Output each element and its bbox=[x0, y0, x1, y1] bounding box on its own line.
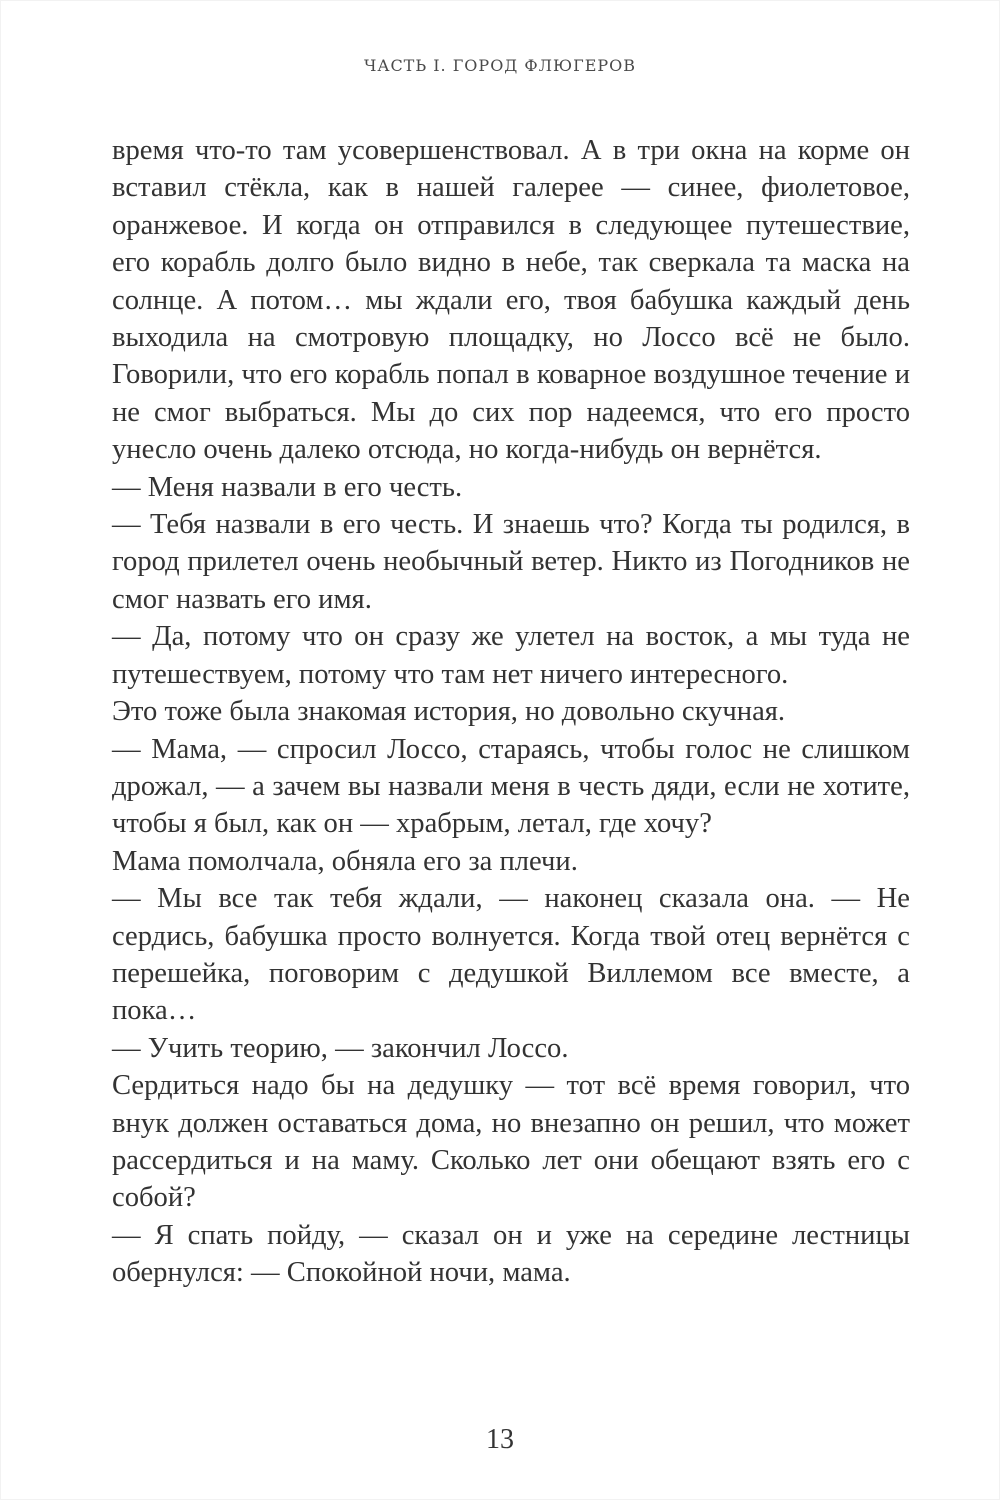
paragraph: — Да, потому что он сразу же улетел на восток, а мы туда не путешествуем, потому что там нет ничего интересного. bbox=[112, 621, 910, 690]
paragraph: — Мы все так тебя ждали, — наконец сказала она. — Не сердись, бабушка просто волнуется. Когда твой отец вернётся с перешейка, поговорим с дедушкой Виллемом все вместе, а пока… bbox=[112, 883, 910, 1027]
running-header: ЧАСТЬ I. ГОРОД ФЛЮГЕРОВ bbox=[363, 56, 637, 75]
paragraph: Мама помолчала, обняла его за плечи. bbox=[112, 845, 578, 877]
paragraph: время что-то там усовершенствовал. А в три окна на корме он вставил стёкла, как в нашей галерее — синее, фиолетовое, оранжевое. И когда он отправился в следующее путешествие, его корабль долго было видно в небе, так сверкала та маска на солнце. А потом… мы ждали его, твоя бабушка каждый день выходила на смотровую площадку, но Лоссо всё не было. Говорили, что его корабль попал в коварное воздушное течение и не смог выбраться. Мы до сих пор надеемся, что его просто унесло очень далеко отсюда, но когда-нибудь он вернётся. bbox=[112, 135, 910, 466]
paragraph: — Я спать пойду, — сказал он и уже на середине лестницы обернулся: — Спокойной ночи, мама. bbox=[112, 1219, 910, 1289]
body-text bbox=[112, 132, 910, 1292]
paragraph: — Мама, — спросил Лоссо, стараясь, чтобы голос не слишком дрожал, — а зачем вы назвали меня в честь дяди, если не хотите, чтобы я был, как он — храбрым, летал, где хочу? bbox=[112, 733, 910, 840]
paragraph: — Меня назвали в его честь. bbox=[112, 471, 463, 503]
paragraph: Это тоже была знакомая история, но довольно скучная. bbox=[112, 696, 786, 728]
paragraph: — Учить теорию, — закончил Лоссо. bbox=[112, 1032, 569, 1064]
paragraph: — Тебя назвали в его честь. И знаешь что? Когда ты родился, в город прилетел очень необычный ветер. Никто из Погодников не смог назвать его имя. bbox=[112, 509, 910, 615]
page-number: 13 bbox=[486, 1424, 514, 1455]
paragraph: Сердиться надо бы на дедушку — тот всё время говорил, что внук должен оставаться дома, но внезапно он решил, что может рассердиться и на маму. Сколько лет они обещают взять его с собой? bbox=[112, 1070, 910, 1214]
